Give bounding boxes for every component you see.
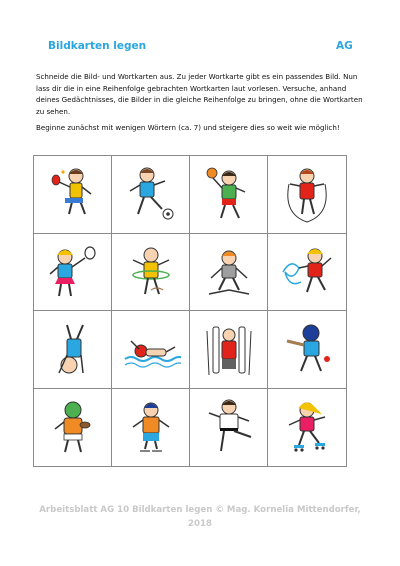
swimmer-icon	[121, 319, 181, 379]
table-tennis-kid-icon	[43, 164, 103, 224]
ice-skating-kid-icon	[121, 397, 181, 457]
picture-card-5[interactable]	[34, 234, 112, 312]
skiing-kid-icon	[199, 242, 259, 302]
basketball-kid-icon	[199, 164, 259, 224]
ribbon-gymnast-icon	[277, 242, 337, 302]
handstand-kid-icon	[43, 319, 103, 379]
picture-card-10[interactable]	[112, 311, 190, 389]
picture-card-11[interactable]	[190, 311, 268, 389]
subject-tag: AG	[336, 40, 353, 52]
picture-card-1[interactable]	[34, 156, 112, 234]
badminton-girl-icon	[43, 242, 103, 302]
picture-card-3[interactable]	[190, 156, 268, 234]
picture-card-7[interactable]	[190, 234, 268, 312]
picture-card-9[interactable]	[34, 311, 112, 389]
instructions-paragraph-1: Schneide die Bild- und Wortkarten aus. Zu jeder Wortkarte gibt es ein passendes Bild. Nun lass dir die in eine Reihenfolge gebrachten Wortkarten laut vorlesen. Versuche, anhand deines Gedächtnisses, die Bilder in die gleiche Reihenfolge zu bringen, ohne die Wortkarten zu sehen.	[36, 72, 363, 116]
soccer-kid-icon	[121, 164, 181, 224]
instructions	[36, 71, 366, 134]
instructions-paragraph-2: Beginne zunächst mit wenigen Wörtern (ca. 7) und steigere dies so weit wie möglich!	[36, 123, 340, 133]
copyright-footer	[30, 503, 370, 531]
picture-card-14[interactable]	[112, 389, 190, 467]
picture-card-8[interactable]	[268, 234, 346, 312]
ski-equipment-icon	[199, 319, 259, 379]
karate-kid-icon	[199, 397, 259, 457]
picture-card-13[interactable]	[34, 389, 112, 467]
picture-card-16[interactable]	[268, 389, 346, 467]
hula-hoop-kid-icon	[121, 242, 181, 302]
picture-card-grid	[33, 155, 347, 467]
football-player-icon	[43, 397, 103, 457]
picture-card-15[interactable]	[190, 389, 268, 467]
footer-line-1: Arbeitsblatt AG 10 Bildkarten legen © Mag. Kornelia Mittendorfer,	[39, 505, 361, 515]
roller-skating-girl-icon	[277, 397, 337, 457]
picture-card-4[interactable]	[268, 156, 346, 234]
cricket-player-icon	[277, 319, 337, 379]
footer-line-2: 2018	[188, 519, 212, 529]
jump-rope-kid-icon	[277, 164, 337, 224]
picture-card-6[interactable]	[112, 234, 190, 312]
picture-card-2[interactable]	[112, 156, 190, 234]
worksheet-title: Bildkarten legen	[48, 40, 147, 52]
picture-card-12[interactable]	[268, 311, 346, 389]
